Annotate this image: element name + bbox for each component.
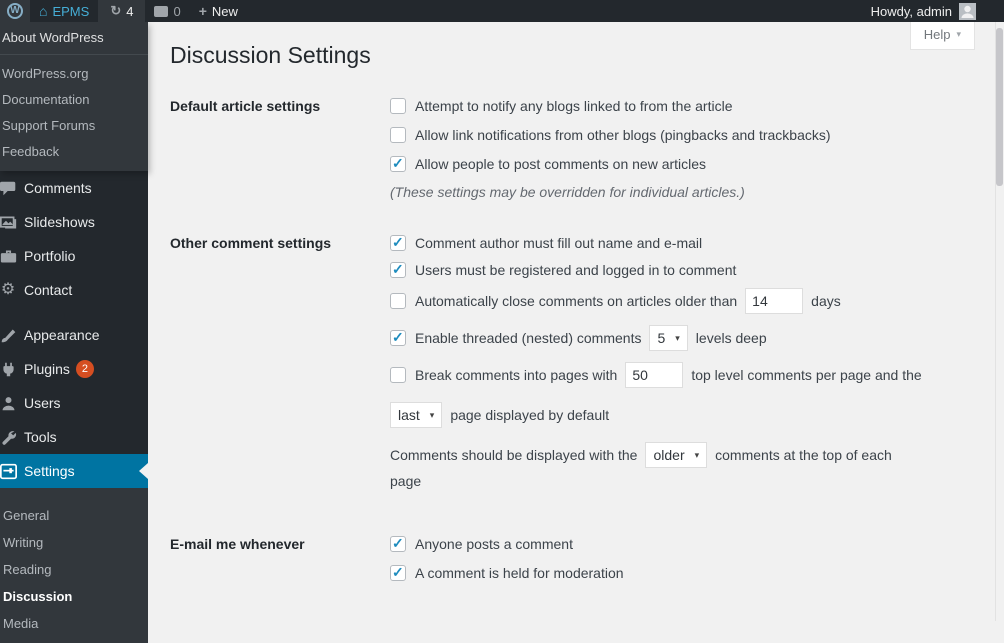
checkbox-label: Comment author must fill out name and e-mail — [415, 235, 703, 251]
active-menu-arrow — [139, 463, 148, 479]
vertical-scrollbar[interactable] — [995, 22, 1004, 621]
menu-item-documentation[interactable]: Documentation — [2, 92, 90, 107]
plus-icon: + — [198, 3, 207, 19]
setting-row — [390, 361, 1004, 389]
setting-row — [390, 324, 1004, 352]
select-arrow-icon: ▾ — [694, 449, 700, 460]
selected-value: older — [653, 447, 685, 463]
setting-row — [390, 441, 1004, 469]
section-label: Other comment settings — [170, 235, 332, 251]
sidebar-item-settings[interactable] — [0, 454, 148, 488]
setting-row — [390, 261, 1004, 279]
sidebar-item-label: Tools — [24, 429, 57, 445]
avatar-person-icon — [959, 3, 976, 20]
select-arrow-icon: ▾ — [675, 332, 680, 343]
sidebar-item-comments[interactable] — [0, 171, 148, 205]
section-email-me-whenever — [170, 535, 1004, 593]
email-on-moderation-checkbox[interactable] — [390, 565, 406, 581]
levels-deep-label: levels deep — [695, 330, 767, 346]
new-label: New — [211, 3, 238, 19]
menu-item-about-wordpress[interactable]: About WordPress — [2, 30, 104, 45]
sidebar-item-users[interactable] — [0, 386, 148, 420]
updates-link[interactable] — [98, 0, 145, 22]
updates-count: 4 — [126, 3, 134, 19]
sidebar-item-label: Settings — [24, 463, 75, 479]
user-avatar[interactable] — [959, 3, 976, 20]
plugins-update-badge: 2 — [76, 360, 94, 378]
admin-bar — [0, 0, 1004, 22]
comments-per-page-input[interactable] — [625, 362, 683, 388]
portfolio-briefcase-icon — [0, 248, 18, 265]
slideshow-icon — [0, 214, 18, 231]
setting-row — [390, 126, 1004, 144]
menu-item-support-forums[interactable]: Support Forums — [2, 118, 96, 133]
submenu-item-writing[interactable]: Writing — [3, 535, 44, 550]
comment-bubble-icon — [154, 6, 168, 17]
close-comments-checkbox[interactable] — [390, 293, 406, 309]
checkbox-label: Allow people to post comments on new articles — [415, 156, 707, 172]
comments-moderation-link[interactable] — [145, 0, 189, 22]
section-label: E-mail me whenever — [170, 536, 305, 552]
sidebar-item-slideshows[interactable] — [0, 205, 148, 239]
sidebar-item-label: Contact — [24, 282, 73, 298]
setting-row — [390, 155, 1004, 173]
help-tab-button[interactable] — [910, 22, 975, 50]
close-comments-label: Automatically close comments on articles older than — [415, 293, 738, 309]
allow-comments-checkbox[interactable] — [390, 156, 406, 172]
comment-order-select[interactable] — [645, 442, 707, 468]
scrollbar-thumb[interactable] — [996, 28, 1003, 186]
allow-pingbacks-checkbox[interactable] — [390, 127, 406, 143]
section-other-comment-settings — [170, 234, 1004, 501]
display-order-wrap-label: page — [390, 473, 422, 489]
sidebar-item-label: Users — [24, 395, 61, 411]
display-order-label: Comments should be displayed with the — [390, 447, 638, 463]
menu-item-wordpress-org[interactable]: WordPress.org — [2, 66, 89, 81]
sidebar-item-label: Comments — [24, 180, 92, 196]
new-content-button[interactable] — [190, 0, 247, 22]
howdy-account-link[interactable]: Howdy, admin — [870, 3, 952, 19]
settings-sliders-icon — [0, 463, 18, 480]
sidebar-separator — [0, 307, 148, 318]
sidebar-item-label: Slideshows — [24, 214, 95, 230]
wp-logo-dropdown — [0, 22, 148, 171]
email-on-comment-checkbox[interactable] — [390, 536, 406, 552]
sidebar-item-tools[interactable] — [0, 420, 148, 454]
days-label: days — [811, 293, 841, 309]
submenu-item-discussion[interactable]: Discussion — [3, 589, 73, 604]
close-comments-days-input[interactable] — [745, 288, 803, 314]
paginate-comments-checkbox[interactable] — [390, 367, 406, 383]
threaded-comments-checkbox[interactable] — [390, 330, 406, 346]
submenu-item-general[interactable]: General — [3, 508, 50, 523]
setting-row-wrap — [390, 472, 1004, 490]
selected-value: 5 — [657, 330, 666, 346]
update-icon: ↻ — [110, 3, 122, 18]
selected-value: last — [398, 407, 420, 423]
settings-submenu — [0, 488, 148, 643]
sidebar-item-appearance[interactable] — [0, 318, 148, 352]
setting-row — [390, 97, 1004, 115]
wordpress-logo-icon: W — [7, 3, 23, 19]
site-name-label: EPMS — [52, 3, 90, 19]
sidebar-item-label: Appearance — [24, 327, 100, 343]
setting-row — [390, 287, 1004, 315]
setting-row-continuation — [390, 401, 1004, 429]
user-icon — [0, 395, 18, 412]
setting-row — [390, 234, 1004, 252]
wrench-icon — [0, 429, 18, 446]
checkbox-label: Users must be registered and logged in to comment — [415, 262, 737, 278]
default-page-label: page displayed by default — [450, 407, 610, 423]
main-content — [148, 22, 1004, 621]
comments-icon — [0, 180, 18, 197]
checkbox-label: Anyone posts a comment — [415, 536, 573, 552]
paginate-label: Break comments into pages with — [415, 367, 618, 383]
section-default-article-settings — [170, 97, 1004, 200]
require-registration-checkbox[interactable] — [390, 262, 406, 278]
default-page-select[interactable] — [390, 402, 442, 428]
page-title: Discussion Settings — [170, 42, 371, 68]
setting-row — [390, 564, 1004, 582]
submenu-item-media[interactable]: Media — [3, 616, 39, 631]
section-label: Default article settings — [170, 98, 321, 114]
sidebar-item-portfolio[interactable] — [0, 239, 148, 273]
require-name-email-checkbox[interactable] — [390, 235, 406, 251]
checkbox-label: Attempt to notify any blogs linked to from the article — [415, 98, 733, 114]
checkbox-label: Allow link notifications from other blogs (pingbacks and trackbacks) — [415, 127, 831, 143]
setting-row — [390, 535, 1004, 553]
help-label: Help — [923, 27, 951, 42]
home-icon: ⌂ — [39, 3, 48, 19]
submenu-item-reading[interactable]: Reading — [3, 562, 52, 577]
checkbox-label: A comment is held for moderation — [415, 565, 624, 581]
paginate-suffix-label: top level comments per page and the — [691, 367, 922, 383]
sidebar-item-label: Portfolio — [24, 248, 76, 264]
gear-icon: ⚙ — [0, 281, 16, 298]
select-arrow-icon: ▾ — [429, 409, 435, 420]
menu-item-feedback[interactable]: Feedback — [2, 144, 60, 159]
thread-depth-select[interactable] — [649, 325, 687, 351]
paintbrush-icon — [0, 327, 18, 344]
plugin-icon — [0, 361, 18, 378]
chevron-down-icon: ▾ — [956, 29, 961, 39]
wp-logo-menu-button[interactable] — [0, 0, 30, 22]
threaded-comments-label: Enable threaded (nested) comments — [415, 330, 642, 346]
comments-count: 0 — [173, 3, 181, 19]
notify-blogs-checkbox[interactable] — [390, 98, 406, 114]
override-note: (These settings may be overridden for individual articles.) — [390, 184, 745, 200]
sidebar-item-plugins[interactable] — [0, 352, 148, 386]
display-order-suffix-label: comments at the top of each — [715, 447, 892, 463]
site-name-link[interactable] — [30, 0, 98, 22]
sidebar-item-label: Plugins — [24, 361, 70, 377]
sidebar-item-contact[interactable] — [0, 273, 148, 307]
